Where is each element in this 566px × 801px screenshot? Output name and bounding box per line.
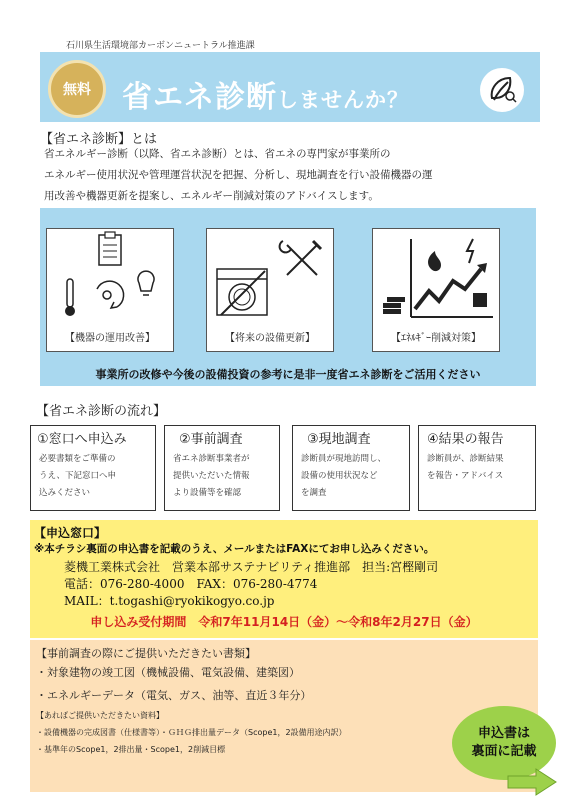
flow-step-line: 必要書類をご準備の <box>39 454 116 464</box>
card-equipment-renewal <box>206 228 334 352</box>
equipment-renewal-icon <box>207 229 333 325</box>
flow-step-3 <box>292 425 410 511</box>
flow-step-line: 省エネ診断事業者が <box>173 454 250 464</box>
about-body <box>44 144 534 207</box>
document-item: ・対象建物の竣工図（機械設備、電気設備、建築図） <box>36 666 300 679</box>
documents-heading: 【事前調査の際にご提供いただきたい書類】 <box>36 647 256 660</box>
phone-fax: 電話：076-280-4000 FAX：076-280-4774 <box>64 577 318 591</box>
title-part2: しませんか？ <box>277 88 409 112</box>
flow-step-line: 診断員が、診断結果 <box>427 454 504 464</box>
free-badge <box>48 60 106 118</box>
application-note: ※本チラシ裏面の申込書を記載のうえ、メールまたはFAXにてお申し込みください。 <box>34 543 435 555</box>
flow-step-title: ④結果の報告 <box>427 432 504 447</box>
flow-step-body <box>165 449 279 504</box>
title-part1: 省エネ診断 <box>122 80 277 115</box>
about-heading: 【省エネ診断】とは <box>40 132 158 147</box>
energy-reduction-icon <box>373 229 499 325</box>
optional-item: ・設備機器の完成図書（仕様書等）・ＧＨＧ排出量データ（Scope1，2設備用途内訳） <box>36 728 347 737</box>
company-contact: 菱機工業株式会社 営業本部サステナビリティ推進部 担当:宮樫剛司 <box>64 560 439 574</box>
flow-step-line: 診断員が現地訪問し、 <box>301 454 387 464</box>
flow-step-line: を調査 <box>301 488 327 498</box>
about-line: 用改善や機器更新を提案し、エネルギー削減対策のアドバイスします。 <box>44 190 379 202</box>
bubble-line-2: 裏面に記載 <box>471 744 537 759</box>
card-label: 【機器の運用改善】 <box>65 333 155 344</box>
optional-heading: 【あればご提供いただきたい資料】 <box>36 711 164 720</box>
document-item: ・エネルギーデータ（電気、ガス、油等、直近３年分） <box>36 689 312 702</box>
eco-leaf-icon <box>478 66 526 114</box>
bubble-line-1: 申込書は <box>477 726 530 741</box>
about-line: エネルギー使用状況や管理運営状況を把握、分析し、現地調査を行い設備機器の運 <box>44 169 433 181</box>
flow-step-line: 込みください <box>39 488 91 498</box>
page-title <box>122 72 409 116</box>
flow-heading: 【省エネ診断の流れ】 <box>36 404 167 419</box>
email-address[interactable]: MAIL：t.togashi@ryokikogyo.co.jp <box>64 594 275 608</box>
flow-step-line: 提供いただいた情報 <box>173 471 250 481</box>
flow-step-body <box>31 449 155 504</box>
flow-step-line: 設備の使用状況など <box>301 471 378 481</box>
flow-step-1 <box>30 425 156 511</box>
free-badge-label: 無料 <box>63 82 91 98</box>
flow-step-4 <box>418 425 536 511</box>
department-name: 石川県生活環境部カーボンニュートラル推進課 <box>66 41 255 51</box>
flow-step-body <box>293 449 409 504</box>
flow-step-title: ③現地調査 <box>307 432 371 447</box>
application-heading: 【申込窓口】 <box>34 526 107 540</box>
card-label: 【ｴﾈﾙｷﾞｰ削減対策】 <box>391 333 481 344</box>
about-line: 省エネルギー診断（以降、省エネ診断）とは、省エネの専門家が事業所の <box>44 148 391 160</box>
flow-step-title: ②事前調査 <box>179 432 243 447</box>
flow-step-line: うえ、下記窓口へ申 <box>39 471 117 481</box>
flow-step-line: より設備等を確認 <box>173 488 242 498</box>
optional-item: ・基準年のScope1，2排出量・Scope1，2削減目標 <box>36 745 226 754</box>
operation-improvement-icon <box>47 229 173 325</box>
card-operation-improvement <box>46 228 174 352</box>
card-energy-reduction <box>372 228 500 352</box>
application-period: 申し込み受付期間 令和7年11月14日（金）～令和8年2月27日（金） <box>90 615 478 629</box>
usage-message: 事業所の改修や今後の設備投資の参考に是非一度省エネ診断をご活用ください <box>95 368 481 381</box>
flow-step-2 <box>164 425 280 511</box>
flow-step-title: ①窓口へ申込み <box>37 432 127 447</box>
right-arrow-icon <box>506 768 558 796</box>
flow-step-line: を報告・アドバイス <box>427 471 504 481</box>
card-label: 【将来の設備更新】 <box>225 333 315 344</box>
flow-step-body <box>419 449 535 487</box>
